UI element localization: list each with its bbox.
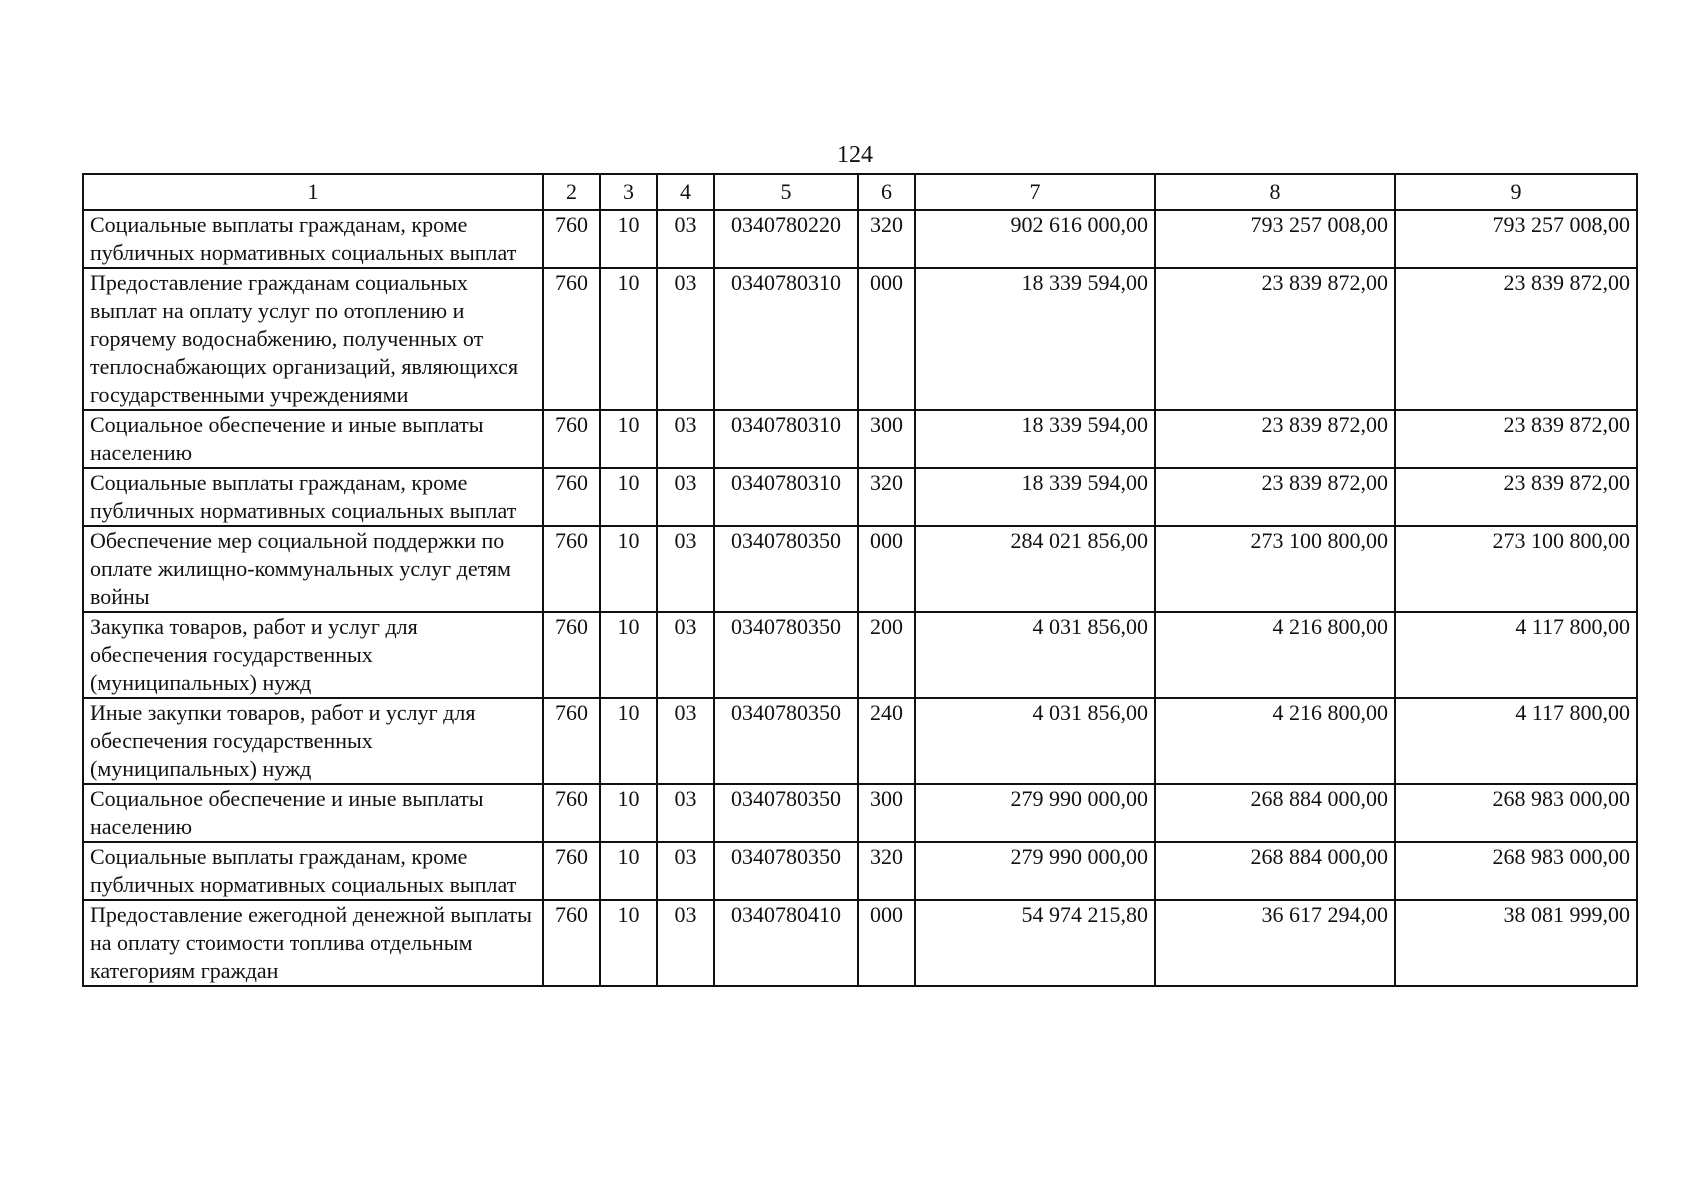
amount-cell: 23 839 872,00 — [1395, 410, 1637, 468]
row-name: Закупка товаров, работ и услуг для обеспечения государственных (муниципальных) нужд — [83, 612, 543, 698]
page-number: 124 — [837, 142, 873, 168]
code-cell: 0340780310 — [714, 468, 858, 526]
code-cell: 000 — [858, 526, 915, 612]
amount-cell: 273 100 800,00 — [1155, 526, 1395, 612]
code-cell: 240 — [858, 698, 915, 784]
code-cell: 03 — [657, 900, 714, 986]
code-cell: 0340780350 — [714, 612, 858, 698]
row-name: Социальные выплаты гражданам, кроме публичных нормативных социальных выплат — [83, 842, 543, 900]
code-cell: 03 — [657, 410, 714, 468]
amount-cell: 268 884 000,00 — [1155, 784, 1395, 842]
row-name: Социальные выплаты гражданам, кроме публичных нормативных социальных выплат — [83, 210, 543, 268]
code-cell: 760 — [543, 526, 600, 612]
code-cell: 03 — [657, 468, 714, 526]
code-cell: 0340780350 — [714, 842, 858, 900]
table-row — [83, 842, 1637, 900]
code-cell: 000 — [858, 900, 915, 986]
amount-cell: 23 839 872,00 — [1155, 410, 1395, 468]
code-cell: 10 — [600, 698, 657, 784]
column-header: 4 — [657, 174, 714, 210]
code-cell: 10 — [600, 468, 657, 526]
code-cell: 10 — [600, 612, 657, 698]
code-cell: 0340780350 — [714, 698, 858, 784]
amount-cell: 902 616 000,00 — [915, 210, 1155, 268]
column-header: 8 — [1155, 174, 1395, 210]
row-name: Социальные выплаты гражданам, кроме публичных нормативных социальных выплат — [83, 468, 543, 526]
code-cell: 0340780310 — [714, 410, 858, 468]
amount-cell: 54 974 215,80 — [915, 900, 1155, 986]
row-name: Социальное обеспечение и иные выплаты населению — [83, 784, 543, 842]
column-header: 2 — [543, 174, 600, 210]
code-cell: 0340780220 — [714, 210, 858, 268]
amount-cell: 284 021 856,00 — [915, 526, 1155, 612]
code-cell: 0340780310 — [714, 268, 858, 410]
amount-cell: 18 339 594,00 — [915, 410, 1155, 468]
amount-cell: 268 983 000,00 — [1395, 842, 1637, 900]
amount-cell: 4 031 856,00 — [915, 698, 1155, 784]
code-cell: 300 — [858, 784, 915, 842]
amount-cell: 273 100 800,00 — [1395, 526, 1637, 612]
code-cell: 760 — [543, 268, 600, 410]
column-header: 5 — [714, 174, 858, 210]
row-name: Предоставление ежегодной денежной выплаты на оплату стоимости топлива отдельным категориям граждан — [83, 900, 543, 986]
code-cell: 760 — [543, 612, 600, 698]
amount-cell: 268 983 000,00 — [1395, 784, 1637, 842]
code-cell: 760 — [543, 698, 600, 784]
table-row — [83, 612, 1637, 698]
code-cell: 03 — [657, 784, 714, 842]
code-cell: 03 — [657, 526, 714, 612]
amount-cell: 793 257 008,00 — [1395, 210, 1637, 268]
column-header: 7 — [915, 174, 1155, 210]
code-cell: 0340780410 — [714, 900, 858, 986]
amount-cell: 268 884 000,00 — [1155, 842, 1395, 900]
column-header: 1 — [83, 174, 543, 210]
code-cell: 03 — [657, 842, 714, 900]
table-row — [83, 526, 1637, 612]
row-name: Предоставление гражданам социальных выплат на оплату услуг по отоплению и горячему водоснабжению, полученных от теплоснабжающих организаций, являющихся государственными учреждениями — [83, 268, 543, 410]
table-row — [83, 410, 1637, 468]
code-cell: 10 — [600, 900, 657, 986]
code-cell: 10 — [600, 410, 657, 468]
row-name: Иные закупки товаров, работ и услуг для обеспечения государственных (муниципальных) нужд — [83, 698, 543, 784]
amount-cell: 793 257 008,00 — [1155, 210, 1395, 268]
amount-cell: 36 617 294,00 — [1155, 900, 1395, 986]
code-cell: 03 — [657, 210, 714, 268]
code-cell: 760 — [543, 210, 600, 268]
code-cell: 760 — [543, 784, 600, 842]
amount-cell: 23 839 872,00 — [1155, 468, 1395, 526]
amount-cell: 23 839 872,00 — [1395, 468, 1637, 526]
amount-cell: 279 990 000,00 — [915, 842, 1155, 900]
amount-cell: 4 117 800,00 — [1395, 698, 1637, 784]
code-cell: 760 — [543, 410, 600, 468]
budget-table — [82, 173, 1638, 987]
amount-cell: 279 990 000,00 — [915, 784, 1155, 842]
code-cell: 10 — [600, 268, 657, 410]
column-header: 6 — [858, 174, 915, 210]
code-cell: 760 — [543, 842, 600, 900]
row-name: Обеспечение мер социальной поддержки по оплате жилищно-коммунальных услуг детям войны — [83, 526, 543, 612]
code-cell: 320 — [858, 842, 915, 900]
code-cell: 03 — [657, 698, 714, 784]
table-row — [83, 268, 1637, 410]
amount-cell: 4 117 800,00 — [1395, 612, 1637, 698]
code-cell: 0340780350 — [714, 784, 858, 842]
amount-cell: 18 339 594,00 — [915, 468, 1155, 526]
code-cell: 03 — [657, 612, 714, 698]
code-cell: 320 — [858, 468, 915, 526]
amount-cell: 23 839 872,00 — [1395, 268, 1637, 410]
amount-cell: 23 839 872,00 — [1155, 268, 1395, 410]
code-cell: 760 — [543, 900, 600, 986]
code-cell: 760 — [543, 468, 600, 526]
code-cell: 000 — [858, 268, 915, 410]
amount-cell: 4 031 856,00 — [915, 612, 1155, 698]
code-cell: 03 — [657, 268, 714, 410]
column-header: 9 — [1395, 174, 1637, 210]
table-row — [83, 784, 1637, 842]
amount-cell: 4 216 800,00 — [1155, 612, 1395, 698]
table-row — [83, 900, 1637, 986]
table-header-row — [83, 174, 1637, 210]
amount-cell: 4 216 800,00 — [1155, 698, 1395, 784]
code-cell: 320 — [858, 210, 915, 268]
code-cell: 10 — [600, 784, 657, 842]
code-cell: 300 — [858, 410, 915, 468]
amount-cell: 38 081 999,00 — [1395, 900, 1637, 986]
code-cell: 10 — [600, 842, 657, 900]
table-row — [83, 210, 1637, 268]
row-name: Социальное обеспечение и иные выплаты населению — [83, 410, 543, 468]
table-row — [83, 698, 1637, 784]
code-cell: 10 — [600, 526, 657, 612]
table-row — [83, 468, 1637, 526]
amount-cell: 18 339 594,00 — [915, 268, 1155, 410]
code-cell: 0340780350 — [714, 526, 858, 612]
code-cell: 10 — [600, 210, 657, 268]
code-cell: 200 — [858, 612, 915, 698]
column-header: 3 — [600, 174, 657, 210]
